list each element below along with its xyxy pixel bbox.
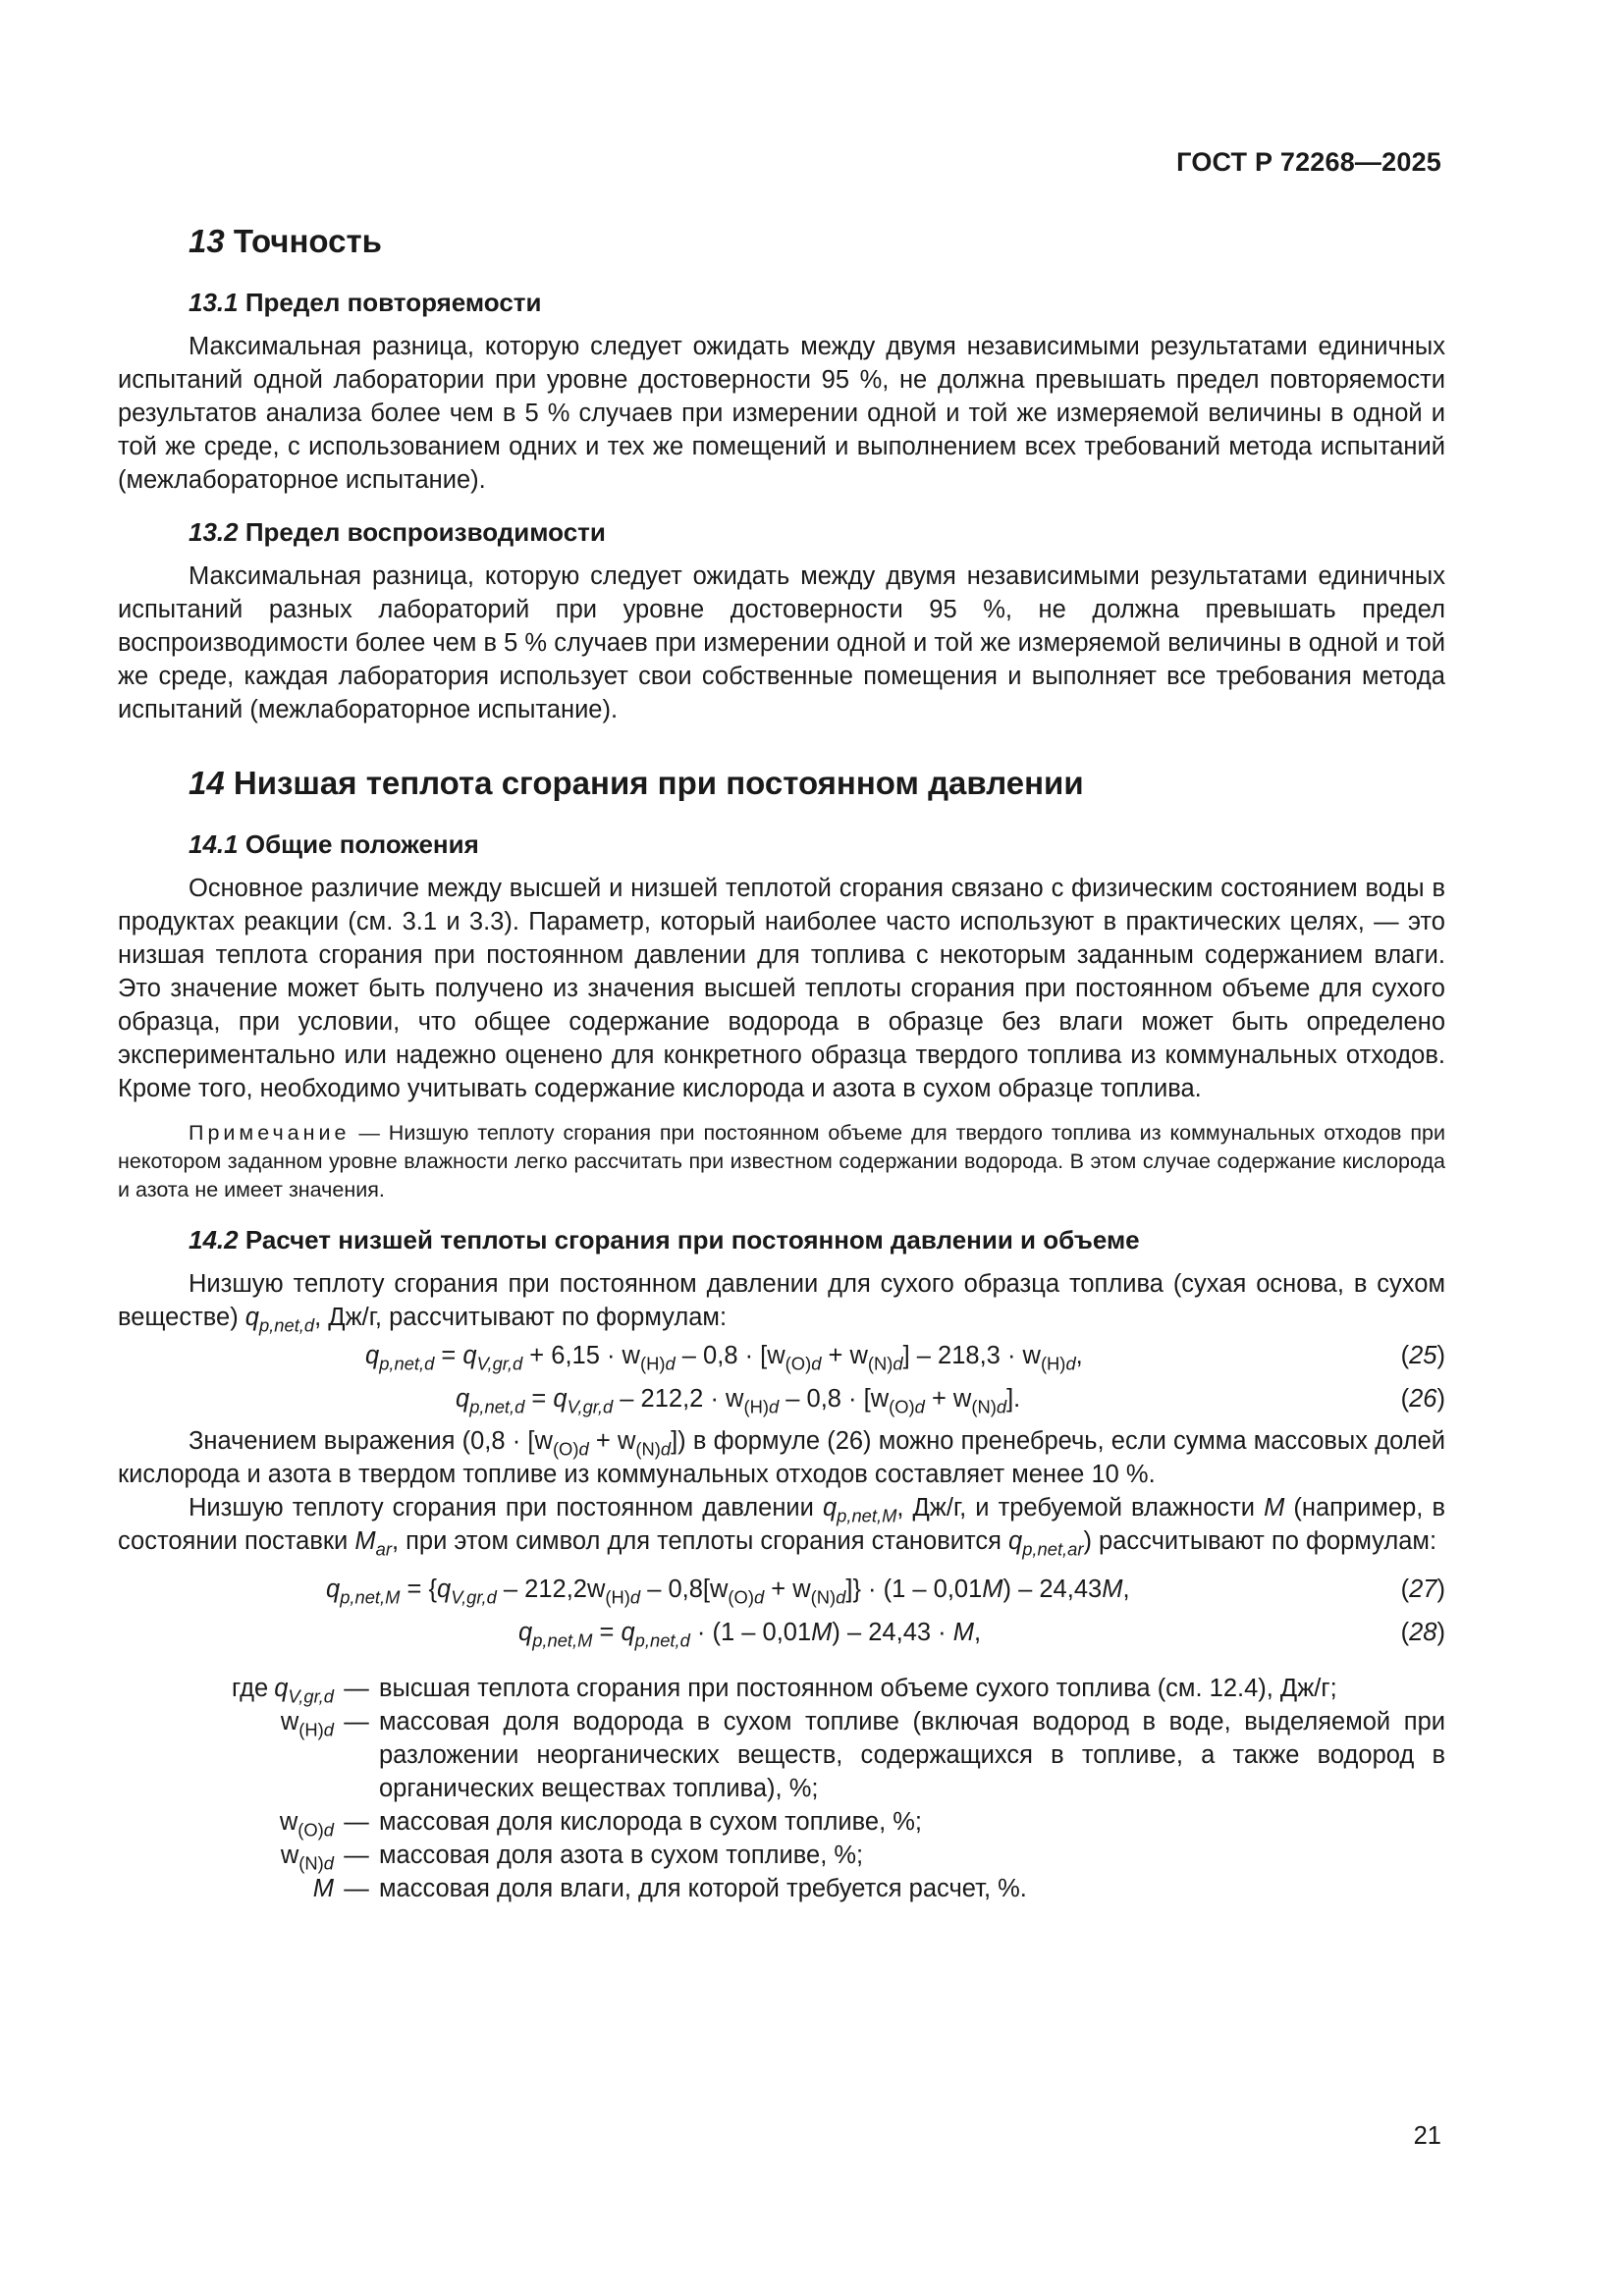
formula-26-number: 26 bbox=[1409, 1385, 1437, 1413]
legend-item: M — массовая доля влаги, для которой требуется расчет, %. bbox=[312, 1875, 1027, 1902]
section-13-2-heading: 13.2 Предел воспроизводимости bbox=[189, 517, 606, 547]
formula-26: $q_{p,net,d} = q_{V,gr,d} - 212,2 \cdot w_{(H)d} - 0,8 \cdot [w_{(O)d} + w_{(N)d}]$. (26) bbox=[456, 1385, 1445, 1417]
section-14-2-heading: 14.2 Расчет низшей теплоты сгорания при постоянном давлении и объеме bbox=[189, 1225, 1140, 1255]
note-text: — Низшую теплоту сгорания при постоянном объеме для твердого топлива из коммунальных отходов при некотором заданном уровне влажности легко рассчитать при известном содержании водорода. В этом случае содержание кислорода и азота не имеет значения. bbox=[118, 1121, 1445, 1201]
formula-25-number: 25 bbox=[1409, 1342, 1437, 1369]
section-14-1-text: Основное различие между высшей и низшей теплотой сгорания связано с физическим состоянием воды в продуктах реакции (см. 3.1 и 3.3). Параметр, который наиболее часто используют в практических целях, — это низшая теплота сгорания при постоянном давлении для топлива с некоторым заданным содержанием влаги. Это значение может быть получено из значения высшей теплоты сгорания при постоянном объеме для сухого образца, при условии, что общее содержание водорода в образце без влаги может быть определено экспериментально или надежно оценено для конкретного образца твердого топлива из коммунальных отходов. Кроме того, необходимо учитывать содержание кислорода и азота в сухом образце топлива. bbox=[118, 875, 1445, 1102]
section-14-1-heading: 14.1 Общие положения bbox=[189, 829, 479, 859]
page-content bbox=[118, 220, 1445, 1905]
legend-item: $w_{(N)d}$ — массовая доля азота в сухом топливе, %; bbox=[280, 1842, 864, 1874]
document-code: ГОСТ Р 72268—2025 bbox=[1176, 147, 1441, 177]
legend-item: $w_{(O)d}$ — массовая доля кислорода в сухом топливе, %; bbox=[279, 1808, 923, 1841]
legend-item: где $q_{V,gr,d}$ — высшая теплота сгорания при постоянном объеме сухого топлива (см. 12.4), Дж/г; bbox=[231, 1675, 1337, 1707]
section-13-1-heading: 13.1 Предел повторяемости bbox=[189, 288, 542, 317]
section-14-heading: 14 Низшая теплота сгорания при постоянном давлении bbox=[189, 765, 1084, 801]
section-14-2-intro: Низшую теплоту сгорания при постоянном давлении для сухого образца топлива (сухая основа, в сухом веществе) $q_{p,net,d}$, Дж/г, рассчитывают по формулам: bbox=[118, 1270, 1445, 1336]
legend-prefix: где bbox=[231, 1675, 269, 1702]
note-label: Примечание bbox=[189, 1121, 351, 1145]
formula-27-number: 27 bbox=[1409, 1575, 1437, 1603]
legend-item: $w_{(H)d}$ — массовая доля водорода в сухом топливе (включая водород в воде, выделяемой при разложении неорганических веществ, содержащихся в топливе, а также водород в органических веществах топлива), %; bbox=[280, 1708, 1445, 1802]
formula-28-number: 28 bbox=[1409, 1619, 1437, 1646]
formula-25: $q_{p,net,d} = q_{V,gr,d} + 6,15 \cdot w_{(H)d} - 0,8 \cdot [w_{(O)d} + w_{(N)d}] - 218,3 \cdot w_{(H)d}$, (25) bbox=[365, 1342, 1445, 1374]
section-13-2-text: Максимальная разница, которую следует ожидать между двумя независимыми результатами единичных испытаний разных лабораторий при уровне достоверности 95 %, не должна превышать предел воспроизводимости более чем в 5 % случаев при измерении одной и той же измеряемой величины в одной и той же среде, каждая лаборатория использует свои собственные помещения и выполняет все требования метода испытаний (межлабораторное испытание). bbox=[118, 562, 1445, 723]
section-13-1-text: Максимальная разница, которую следует ожидать между двумя независимыми результатами единичных испытаний одной лаборатории при уровне достоверности 95 %, не должна превышать предел повторяемости результатов анализа более чем в 5 % случаев при измерении одной и той же измеряемой величины в одной и той же среде, с использованием одних и тех же помещений и выполнением всех требований метода испытаний (межлабораторное испытание). bbox=[118, 333, 1445, 494]
section-13-heading: 13 Точность bbox=[189, 223, 382, 259]
formula-26-remark: Значением выражения $(0,8 \cdot [w_{(O)d} + w_{(N)d}])$ в формуле (26) можно пренебречь, если сумма массовых долей кислорода и азота в твердом топливе из коммунальных отходов составляет менее 10 %. bbox=[118, 1427, 1446, 1488]
symbol-legend bbox=[118, 1672, 1445, 1905]
page-number: 21 bbox=[1413, 2122, 1441, 2150]
note-paragraph bbox=[118, 1119, 1445, 1204]
moisture-formula-intro: Низшую теплоту сгорания при постоянном давлении $q_{p,net,M}$, Дж/г, и требуемой влажности M (например, в состоянии поставки $M_{ar}$, при этом символ для теплоты сгорания становится $q_{p,net,ar}$) рассчитывают по формулам: bbox=[118, 1494, 1445, 1560]
formula-27: $q_{p,net,M} = \{q_{V,gr,d} - 212,2w_{(H)d} - 0,8[w_{(O)d} + w_{(N)d}]\} \cdot (1 - 0,01M) - 24,43M$, (27) bbox=[326, 1575, 1445, 1608]
formula-28: $q_{p,net,M} = q_{p,net,d} \cdot (1 - 0,01M) - 24,43 \cdot M$, (28) bbox=[518, 1619, 1445, 1651]
